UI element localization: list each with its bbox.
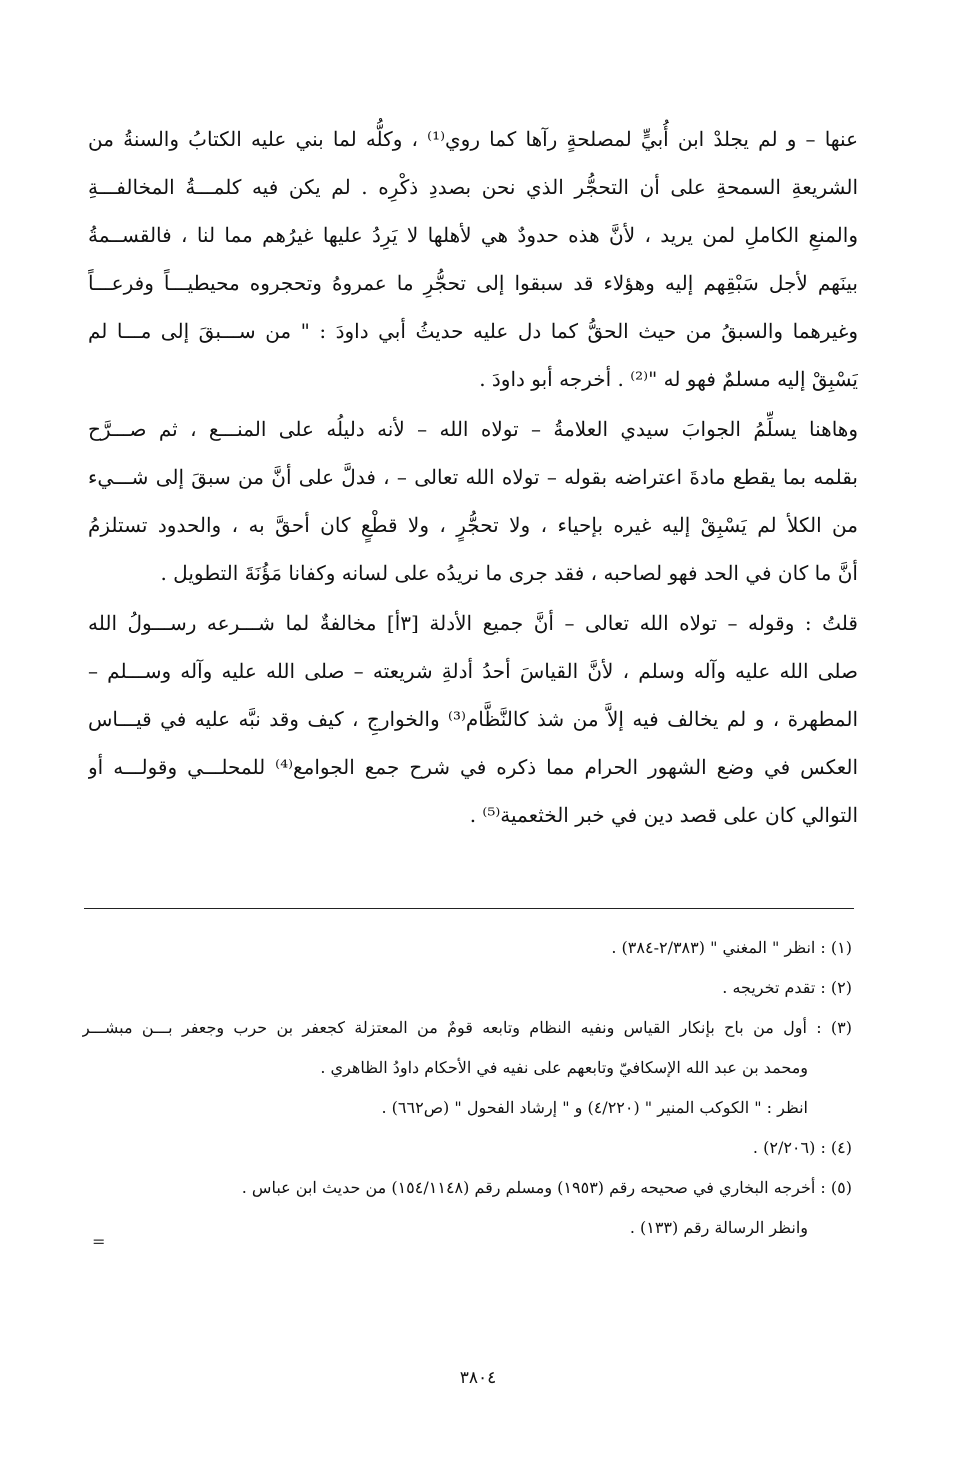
footnote-line: ومحمد بن عبد الله الإسكافيّ وتابعهم على نفيه في الأحكام داودُ الظاهري . <box>320 1058 808 1077</box>
text-line: المطهرة ، و لم يخالف فيه إلاَّ من شذ كالنَّظَّام⁽³⁾ والخوارجِ ، كيف وقد نبَّه عليه في قيـــاس <box>88 707 858 731</box>
footnote-line: (٤) : (٢/٢٠٦) . <box>752 1138 852 1157</box>
main-text <box>88 115 858 839</box>
margin-marker: = <box>92 1232 106 1251</box>
text-line: يَسْبِقْ إليه مسلمٌ فهو له "⁽²⁾ . أخرجه أبو داودَ . <box>479 367 858 391</box>
text-line: صلى الله عليه وآله وسلم ، لأنَّ القياسَ أحدُ أدلةِ شريعته – صلى الله عليه وآله وســـلم – <box>88 659 858 683</box>
text-line: أنَّ ما كان في الحد فهو لصاحبه ، فقد جرى ما نريدُه على لسانه وكفانا مَؤُنَةَ التطويل . <box>160 561 858 585</box>
footnote-line: (٣) : أول من باح بإنكار القياس ونفيه النظام وتابعه قومٌ من المعتزلة كجعفر بن حرب وجعفر بـــن مبشـــر <box>82 1018 852 1037</box>
text-line: بقلمه بما يقطع مادةَ اعتراضه بقوله – تولاه الله تعالى – ، فدلَّ على أنَّ من سبقَ إلى شـــيء <box>88 465 858 489</box>
text-line: قلتُ : وقوله – تولاه الله تعالى – أنَّ جميع الأدلة [٣أ] مخالفةٌ لما شـــرعه رســـولُ الله <box>88 611 858 635</box>
text-line: بينَهم لأجل سَبْقِهم إليه وهؤلاء قد سبقوا إلى تحجُّرِ ما عمروهُ وتحجروه محيطيـــاً وفرعـــاً <box>88 271 858 295</box>
footnote-line: انظر : " الكوكب المنير " (٤/٢٢٠) و " إرشاد الفحول " (ص٦٦٢) . <box>381 1098 808 1117</box>
text-line: عنها – و لم يجلدْ ابن أُبيٍّ لمصلحةٍ رآها كما روي⁽¹⁾ ، وكلُّه لما بني عليه الكتابُ والسنةُ من <box>88 127 858 151</box>
text-line: من الكلأ لم يَسْبِقْ إليه غيره بإحياء ، ولا تحجُّرٍ ، ولا قطْعٍ كان أحقَّ به ، والحدود تستلزمُ <box>88 513 858 537</box>
text-line: الشريعةِ السمحةِ على أن التحجُّر الذي نحن بصددِ ذكْرِه . لم يكن فيه كلمـــةُ المخالفـــةِ <box>88 175 858 199</box>
footnote-line: (٢) : تقدم تخريجه . <box>722 978 852 997</box>
text-line: والمنعِ الكاملِ لمن يريد ، لأنَّ هذه حدودٌ هي لأهلها لا يَرِدُ عليها غيرُهم مما لنا ، فالقســمةُ <box>88 223 858 247</box>
page-number: ٣٨٠٤ <box>459 1368 497 1388</box>
text-line: وهاهنا يسلِّمُ الجوابَ سيدي العلامةُ – تولاه الله – لأنه دليلُه على المنـــع ، ثم صـــرَّح <box>88 417 858 441</box>
text-line: وغيرهما والسبقُ من حيث الحقُّ كما دل عليه حديثُ أبي داودَ : " من ســـبقَ إلى مـــا لم <box>88 319 858 343</box>
footnote-line: (٥) : أخرجه البخاري في صحيحه رقم (١٩٥٣) ومسلم رقم (١٥٤/١١٤٨) من حديث ابن عباس . <box>241 1178 852 1197</box>
text-line: التوالي كان على قصد دين في خبر الخثعمية⁽⁵⁾ . <box>469 803 858 827</box>
text-line: العكس في وضع الشهور الحرام مما ذكره في شرح جمع الجوامع⁽⁴⁾ للمحلـــي وقولـــه أو <box>88 755 858 779</box>
footnote-divider <box>84 908 854 909</box>
footnote-line: (١) : انظر " المغني " (٢/٣٨٣-٣٨٤) . <box>611 938 852 957</box>
footnote-line: وانظر الرسالة رقم (١٣٣) . <box>629 1218 808 1237</box>
footnotes <box>82 928 852 1248</box>
